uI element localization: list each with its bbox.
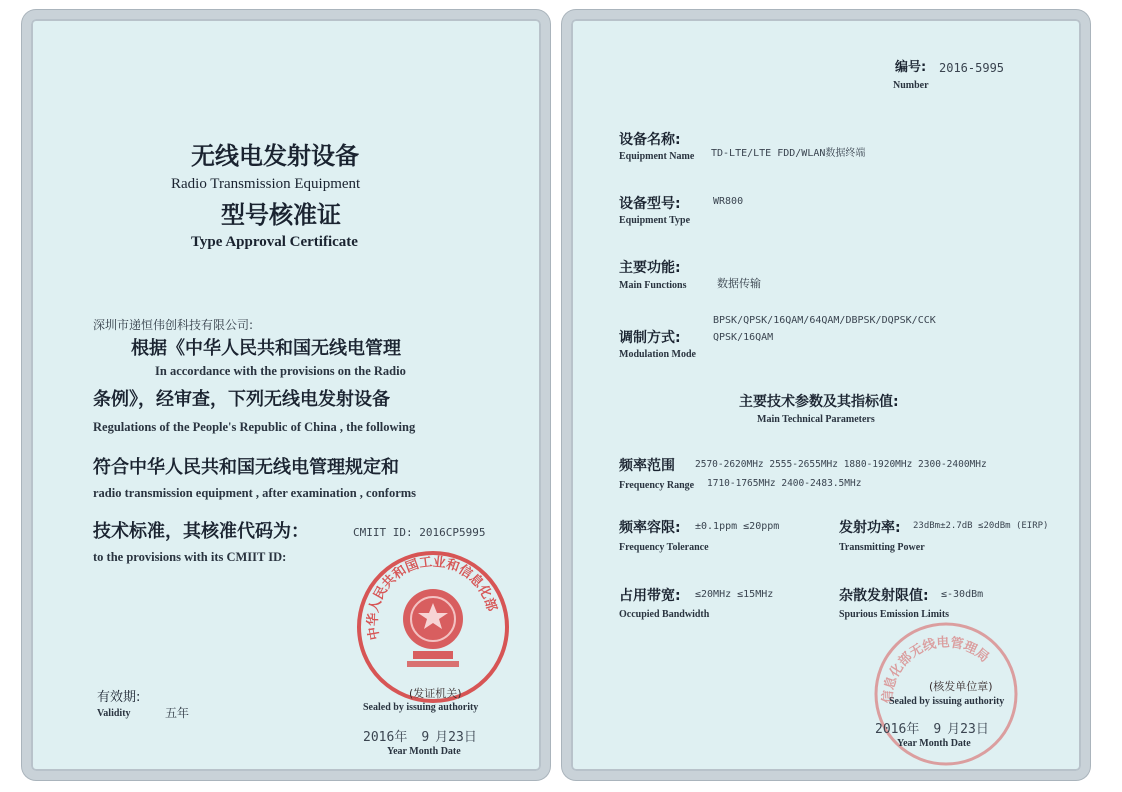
- functions-zh: 主要功能:: [619, 260, 681, 276]
- freq-range-zh: 频率范围: [619, 458, 675, 474]
- date-left-year-zh: 年: [394, 730, 408, 745]
- date-right-year-zh: 年: [906, 722, 920, 737]
- date-left-month-zh: 月: [435, 730, 449, 745]
- body-line-2-en: Regulations of the People's Republic of China , the following: [93, 420, 416, 434]
- freq-range-value-2: 1710-1765MHz 2400-2483.5MHz: [707, 478, 862, 489]
- date-right-month-zh: 月: [947, 722, 961, 737]
- freq-tolerance-value: ±0.1ppm ≤20ppm: [695, 521, 780, 532]
- date-right-day-zh: 日: [975, 722, 989, 737]
- company-name: 深圳市递恒伟创科技有限公司:: [93, 318, 254, 332]
- date-left-year: 2016: [363, 730, 395, 745]
- cmiit-id: CMIIT ID: 2016CP5995: [353, 526, 486, 539]
- tx-power-zh: 发射功率:: [839, 520, 901, 536]
- freq-range-en: Frequency Range: [619, 480, 695, 491]
- date-left-day-zh: 日: [463, 730, 477, 745]
- date-right-year: 2016: [875, 722, 907, 737]
- freq-tolerance-en: Frequency Tolerance: [619, 542, 709, 553]
- title-en-2: Type Approval Certificate: [191, 234, 358, 250]
- sealed-by-right: Sealed by issuing authority: [889, 696, 1005, 707]
- number-value: 2016-5995: [939, 61, 1005, 75]
- body-line-4-zh: 技术标准，其核准代码为：: [93, 521, 309, 542]
- date-right-month: 9: [933, 722, 942, 737]
- certificate-left-page: [22, 10, 550, 780]
- number-label-zh: 编号:: [895, 60, 927, 75]
- spurious-value: ≤-30dBm: [941, 589, 984, 600]
- freq-tolerance-zh: 频率容限:: [619, 520, 681, 536]
- date-left-month: 9: [421, 730, 430, 745]
- seal-right-caption: (核发单位章): [929, 680, 993, 693]
- title-zh-1: 无线电发射设备: [191, 142, 359, 170]
- date-right-en: Year Month Date: [897, 738, 971, 749]
- modulation-en: Modulation Mode: [619, 349, 696, 360]
- spurious-en: Spurious Emission Limits: [839, 609, 950, 620]
- functions-value: 数据传输: [717, 277, 761, 290]
- equip-name-value: TD-LTE/LTE FDD/WLAN数据终端: [711, 148, 866, 159]
- seal-right-text: 信息化部无线电管理局: [880, 635, 992, 704]
- equip-name-en: Equipment Name: [619, 151, 695, 162]
- bandwidth-zh: 占用带宽:: [619, 588, 681, 604]
- equip-type-zh: 设备型号:: [619, 196, 681, 212]
- equip-name-zh: 设备名称:: [619, 132, 681, 148]
- validity-en: Validity: [97, 708, 131, 719]
- title-en-1: Radio Transmission Equipment: [171, 176, 361, 192]
- equip-type-en: Equipment Type: [619, 215, 691, 226]
- functions-en: Main Functions: [619, 280, 687, 291]
- validity-value: 五年: [165, 706, 190, 720]
- seal-left-text: 中华人民共和国工业和信息化部: [365, 554, 499, 642]
- equip-type-value: WR800: [713, 196, 744, 207]
- spurious-zh: 杂散发射限值:: [839, 588, 929, 604]
- title-zh-2: 型号核准证: [221, 201, 341, 229]
- date-left: [363, 731, 477, 744]
- seal-left-caption: (发证机关): [409, 687, 462, 700]
- modulation-value-2: QPSK/16QAM: [713, 332, 774, 343]
- validity-zh: 有效期:: [97, 690, 141, 705]
- certificate-right-page: [562, 10, 1090, 780]
- body-line-3-en: radio transmission equipment , after examination , conforms: [93, 486, 417, 500]
- modulation-value-1: BPSK/QPSK/16QAM/64QAM/DBPSK/DQPSK/CCK: [713, 315, 936, 326]
- modulation-zh: 调制方式:: [619, 330, 681, 346]
- params-title-en: Main Technical Parameters: [757, 414, 875, 425]
- body-line-1-zh: 根据《中华人民共和国无线电管理: [131, 338, 401, 359]
- bandwidth-en: Occupied Bandwidth: [619, 609, 710, 620]
- date-left-en: Year Month Date: [387, 746, 461, 757]
- body-line-4-en: to the provisions with its CMIIT ID:: [93, 550, 287, 564]
- number-label-en: Number: [893, 80, 929, 91]
- date-right: [875, 723, 989, 736]
- body-line-2-zh: 条例》，经审查，下列无线电发射设备: [93, 389, 390, 410]
- params-title-zh: 主要技术参数及其指标值:: [739, 394, 899, 410]
- sealed-by-left: Sealed by issuing authority: [363, 702, 479, 713]
- body-line-3-zh: 符合中华人民共和国无线电管理规定和: [93, 457, 399, 478]
- tx-power-value: 23dBm±2.7dB ≤20dBm (EIRP): [913, 521, 1049, 531]
- freq-range-value-1: 2570-2620MHz 2555-2655MHz 1880-1920MHz 2300-2400MHz: [695, 459, 987, 470]
- date-right-day: 23: [960, 722, 976, 737]
- bandwidth-value: ≤20MHz ≤15MHz: [695, 589, 774, 600]
- body-line-1-en: In accordance with the provisions on the Radio: [155, 364, 406, 378]
- tx-power-en: Transmitting Power: [839, 542, 925, 553]
- date-left-day: 23: [448, 730, 464, 745]
- official-seal-left: [353, 547, 513, 707]
